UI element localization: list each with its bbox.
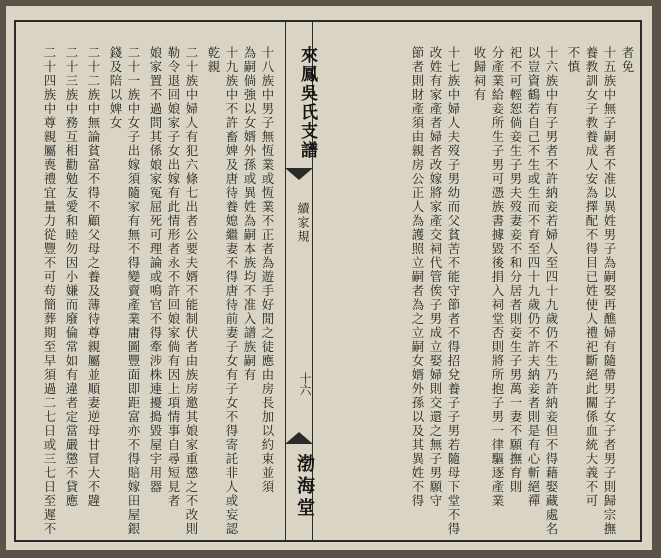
book-title: 來鳳吳氏支譜 [297,46,317,160]
text-column: 十七族中婦人夫歿子男幼而父貧苦不能守節者不得招兌養子子男若隨母下堂不得 [446,46,461,536]
text-column: 以豈資鶴若自己不生或生而不育至四十九歲仍不許夫納妾者則是有心斬絕禪 [526,46,541,508]
page-number: 十六 [298,372,312,396]
text-column: 為嗣倘強以女婿外孫或異姓為嗣本族均不准入譜族嗣有 [242,46,257,382]
fishtail-mark-bottom [284,430,314,444]
text-column: 十九族中不許畜婢及唐待養媳繼妻不得唐待前妻子女有子女不得寄託非人或妄認 [224,46,239,536]
text-column: 二十三族中務互相勸勉友愛和睦勿因小嫌而廢倫常如有違者定當嚴懲不貸應 [64,46,79,508]
hall-name: 渤海堂 [294,454,315,520]
text-column: 收歸祠有 [472,46,487,102]
text-column: 養教訓女子教養成人安為擇配不得目已姓使人禮祀斷絕此關係血統大義不可 [584,46,599,508]
text-column: 十六族中有子男者不許納妾若婦人至四十九歲仍不生乃許納妾但不得藉娶藏處名 [544,46,559,536]
text-column: 分產業給妾所生子男可憑族書據毀後捐入祠堂否則將所抱子男一律驅逐產業 [490,46,505,508]
text-column: 二十一族中女子出嫁須隨家有無不得變賣產業庸圖豐面即距富亦不得賠嫁田屋銀 [126,46,141,536]
text-column: 勒令退回娘家子女出嫁有此情形者永不許回娘家倘有因上項情事自尋短見者 [166,46,181,508]
text-column: 二十二族中無論貧富不得不顧父母之養及薄待尊親屬並順妻逆母甘冒大不韙 [86,46,101,508]
text-column: 娘家置不過問其係娘家冤屈死可理論或鳴官不得牽涉株連擾搗毀屋宇用器 [148,46,163,494]
text-column: 節者則財產須由親房公正人為護照立嗣者為之立嗣女婿外孫以及其異姓不得 [410,46,425,508]
fishtail-mark-top [284,168,314,182]
text-column: 十五族中無子嗣者不准以異姓男子為嗣娶再醮婦有隨帶男子女子者男子則歸宗撫 [602,46,617,536]
section-label: 續家規 [296,202,310,244]
text-column: 二十族中婦人有犯六條七出者公要夫婿不能制伏者由族房邀其娘家重懲之不改則 [184,46,199,536]
text-column: 者免 [620,46,635,74]
document-page [6,6,652,550]
text-column: 錢及陪以婢女 [108,46,123,130]
center-rule-left [285,20,286,542]
text-column: 二十四族中尊親屬喪禮宜量力從豐不可苟簡葬期至早須過二七日或三七日至遲不 [42,46,57,536]
text-column: 乾親 [206,46,221,74]
text-column: 改姓有家產者婦者改嫁將家產交祠代管俟子男成立娶婦則交還之無子男願守 [428,46,443,508]
text-column: 十八族中男子無恆業或恆業不正者為遊手好閒之徒應由房長加以約束並須 [260,46,275,494]
text-column: 不慎 [566,46,581,74]
text-column: 祀不可輕恕倘妾生子男夫歿妻妾不和分居者則妾生子男萬一妻不願撫育則 [508,46,523,494]
